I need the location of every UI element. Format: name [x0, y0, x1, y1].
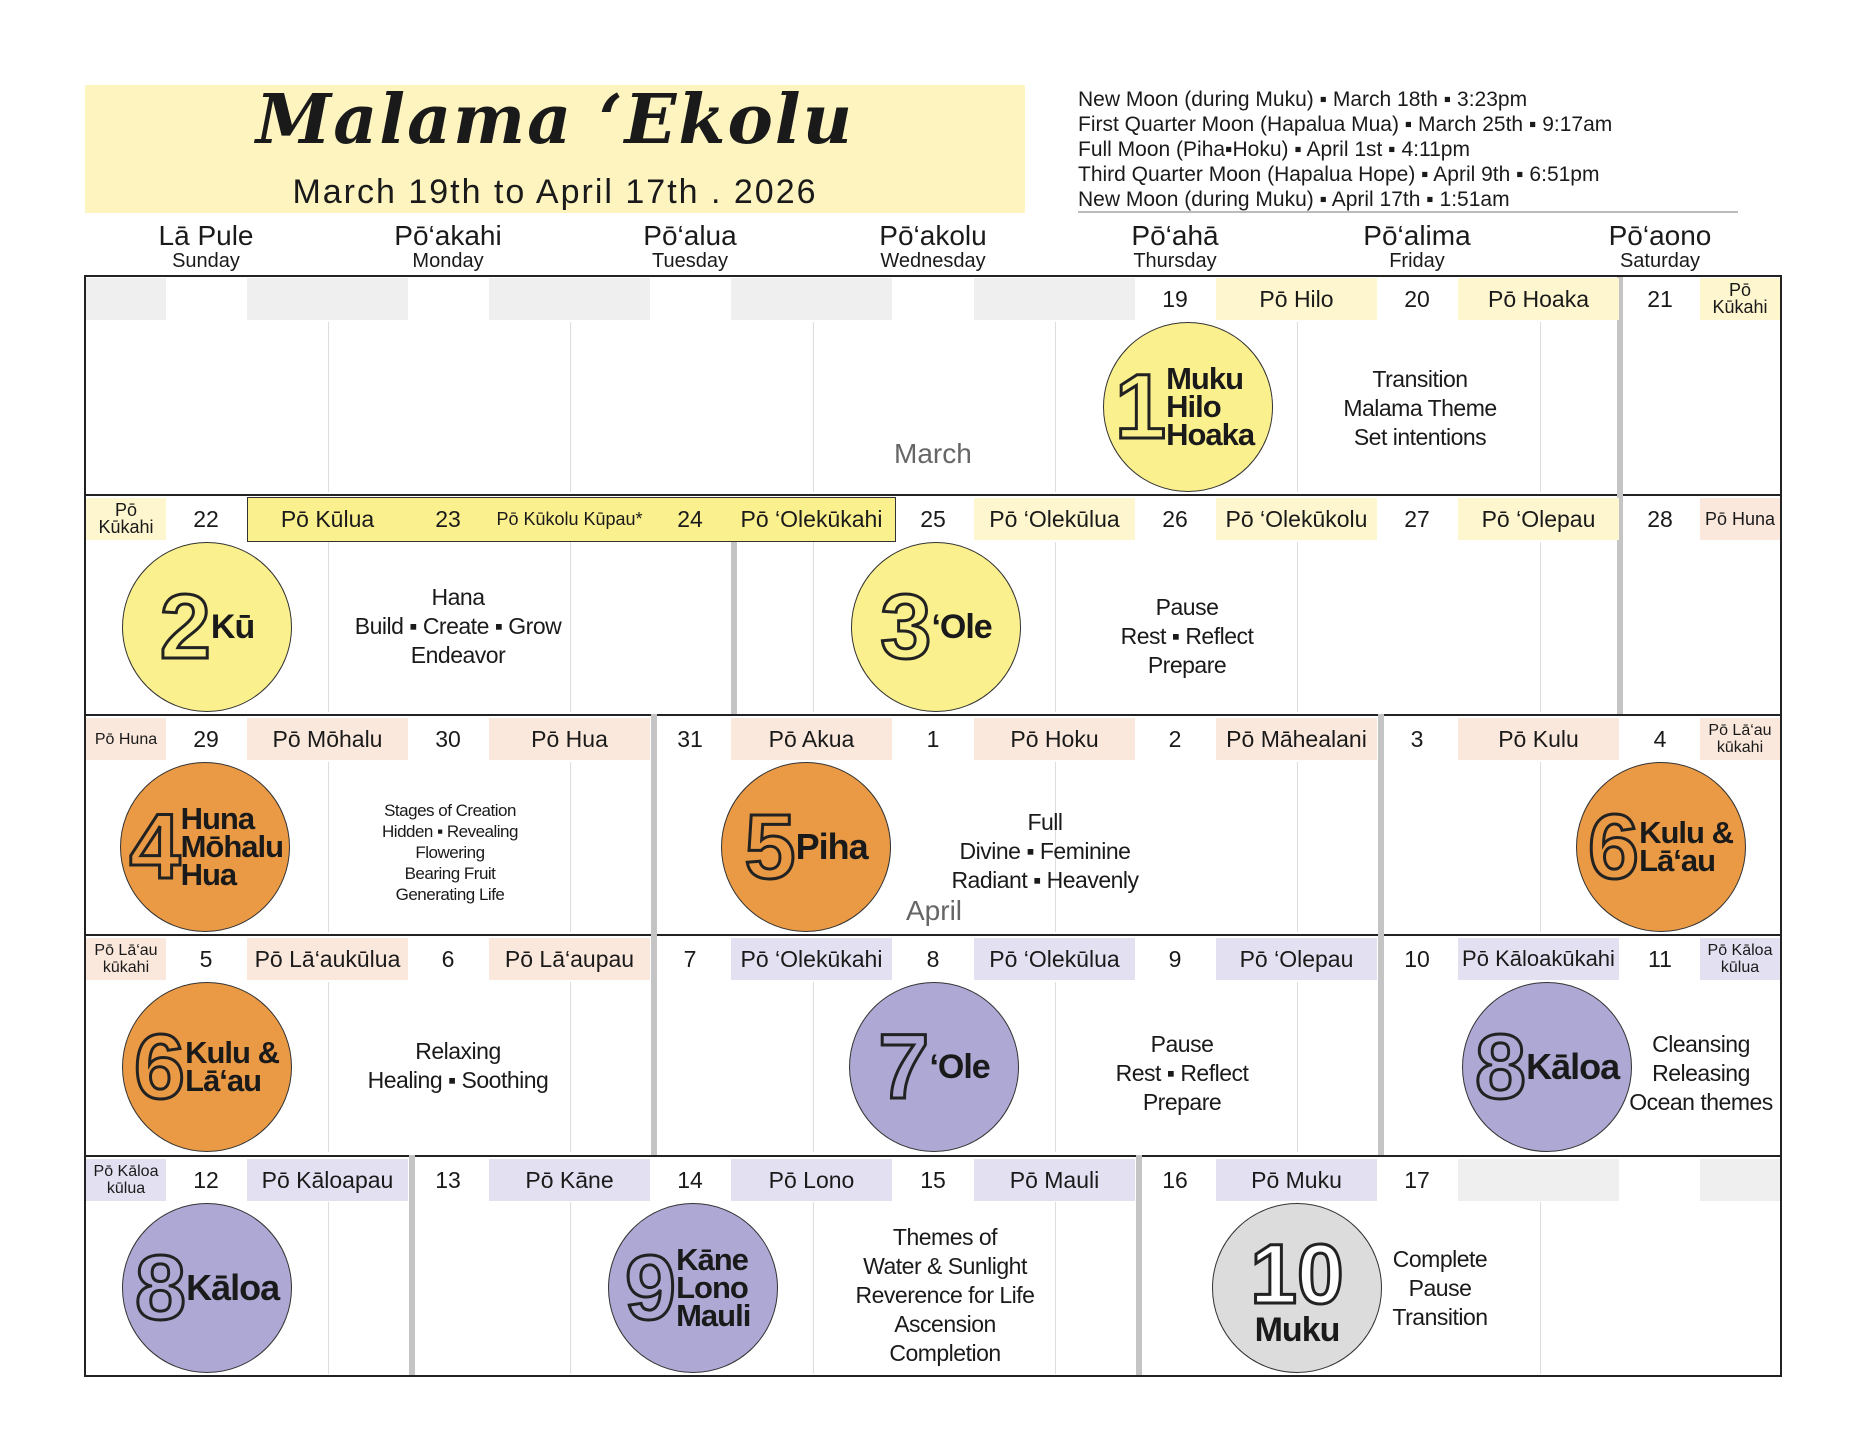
- weekday-wednesday: [813, 221, 1053, 271]
- anahulu-name: Piha: [795, 826, 868, 867]
- day-number: 3: [1410, 726, 1424, 752]
- empty-cell: [1700, 1159, 1780, 1201]
- night-label: Pō Kāloakūkahi: [1458, 938, 1619, 980]
- theme-line: Transition: [1392, 1304, 1488, 1330]
- anahulu-circle-8-cont: [122, 1203, 292, 1373]
- anahulu-circle-9: [608, 1203, 778, 1373]
- day-number: 7: [683, 946, 697, 972]
- week-divider: [84, 494, 1782, 496]
- anahulu-number: 10: [1250, 1227, 1344, 1321]
- weekday-friday: [1297, 221, 1537, 271]
- anahulu-circle-7: [849, 982, 1019, 1152]
- theme-line: Stages of Creation: [384, 801, 516, 820]
- empty-cell: [247, 278, 408, 320]
- anahulu-number: 7: [878, 1016, 930, 1118]
- weekday-saturday: [1540, 221, 1780, 271]
- night-label: Pō ‘Olepau: [1216, 938, 1377, 980]
- day-number: 28: [1647, 506, 1673, 532]
- weekday-monday: [328, 221, 568, 271]
- night-label: Pō Kūkahi: [1700, 278, 1780, 320]
- night-label: Pō Lā‘aukūlua: [247, 938, 408, 980]
- day-number: 24: [677, 506, 703, 532]
- anahulu-number: 6: [133, 1016, 186, 1118]
- theme-line: Set intentions: [1353, 424, 1487, 450]
- day-number: 25: [920, 506, 946, 532]
- grid-line: [813, 1202, 814, 1374]
- anahulu-number: 6: [1587, 796, 1640, 898]
- anahulu-separator: [731, 542, 737, 714]
- weekday-haw: Pō‘akolu: [879, 220, 987, 251]
- grid-line: [1055, 322, 1056, 492]
- night-label: Pō Māhealani: [1216, 718, 1377, 760]
- anahulu-number: 9: [624, 1237, 677, 1339]
- week-divider: [84, 714, 1782, 716]
- weekday-haw: Lā Pule: [158, 220, 254, 251]
- theme-line: Transition: [1372, 366, 1468, 392]
- anahulu-number: 2: [159, 576, 211, 678]
- theme-line: Ocean themes: [1629, 1089, 1773, 1115]
- weekday-thursday: [1055, 221, 1295, 271]
- night-label: Pō ‘Olekūkolu: [1216, 498, 1377, 540]
- anahulu-theme: [330, 800, 570, 905]
- theme-line: Ascension: [894, 1311, 996, 1337]
- theme-line: Bearing Fruit: [404, 864, 496, 883]
- anahulu-name: Kāloa: [1526, 1046, 1620, 1087]
- weekday-en: Monday: [412, 250, 484, 272]
- grid-line: [328, 762, 329, 932]
- day-number: 15: [920, 1167, 946, 1193]
- day-number: 19: [1162, 286, 1188, 312]
- theme-line: Endeavor: [410, 642, 506, 668]
- anahulu-name: ‘Ole: [931, 608, 992, 646]
- night-label: Pō Lā‘au kūkahi: [1700, 718, 1780, 760]
- anahulu-number: 1: [1114, 356, 1167, 458]
- anahulu-number: 8: [1474, 1016, 1527, 1118]
- theme-line: Pause: [1150, 1031, 1214, 1057]
- theme-line: Full: [1027, 809, 1063, 835]
- theme-line: Generating Life: [395, 885, 505, 904]
- anahulu-circle-2: [122, 542, 292, 712]
- anahulu-theme: [1067, 593, 1307, 680]
- anahulu-theme: [1370, 1245, 1510, 1332]
- grid-line: [813, 322, 814, 492]
- theme-line: Hidden ▪ Revealing: [382, 822, 518, 841]
- moon-phase-3: Full Moon (Piha▪Hoku) ▪ April 1st ▪ 4:11pm: [1078, 138, 1470, 161]
- night-label: Pō Lono: [731, 1159, 892, 1201]
- day-number: 10: [1404, 946, 1430, 972]
- night-label: Pō Kāloa kūlua: [1700, 938, 1780, 980]
- moon-phase-4: Third Quarter Moon (Hapalua Hope) ▪ April 9th ▪ 6:51pm: [1078, 163, 1600, 186]
- night-label: Pō Kāloapau: [247, 1159, 408, 1201]
- month-label-april: April: [906, 895, 963, 926]
- weekday-tuesday: [570, 221, 810, 271]
- theme-line: Pause: [1408, 1275, 1472, 1301]
- day-number: 29: [193, 726, 219, 752]
- grid-line: [570, 1202, 571, 1374]
- anahulu-name: Muku: [1254, 1311, 1340, 1349]
- grid-line: [1297, 762, 1298, 932]
- weekday-en: Thursday: [1133, 250, 1217, 272]
- day-number: 26: [1162, 506, 1188, 532]
- theme-line: Rest ▪ Reflect: [1120, 623, 1254, 649]
- weekday-haw: Pō‘alua: [643, 220, 737, 251]
- theme-line: Healing ▪ Soothing: [367, 1067, 549, 1093]
- anahulu-name: Kulu & Lā‘au: [1639, 815, 1733, 878]
- empty-cell: [974, 278, 1135, 320]
- weekday-en: Saturday: [1619, 250, 1701, 272]
- anahulu-theme: [338, 583, 578, 670]
- weekday-haw: Pō‘aono: [1608, 220, 1712, 251]
- grid-line: [1055, 982, 1056, 1152]
- theme-line: Pause: [1155, 594, 1219, 620]
- night-label: Pō Mōhalu: [247, 718, 408, 760]
- theme-line: Complete: [1392, 1246, 1488, 1272]
- theme-line: Releasing: [1652, 1060, 1750, 1086]
- day-number: 11: [1648, 946, 1672, 972]
- night-label: Pō Kūlua: [280, 505, 375, 532]
- month-label-march: March: [894, 438, 972, 469]
- anahulu-name: Huna Mōhalu Hua: [180, 801, 284, 892]
- anahulu-separator: [1617, 277, 1623, 714]
- empty-cell: [86, 278, 166, 320]
- night-label: Pō Hoku: [974, 718, 1135, 760]
- night-label: Pō ‘Olekūkahi: [740, 505, 883, 532]
- night-label: Pō Hilo: [1216, 278, 1377, 320]
- theme-line: Relaxing: [415, 1038, 501, 1064]
- theme-line: Flowering: [415, 843, 485, 862]
- empty-cell: [1458, 1159, 1619, 1201]
- moon-phase-2: First Quarter Moon (Hapalua Mua) ▪ March 25th ▪ 9:17am: [1078, 113, 1613, 136]
- anahulu-name: Kulu & Lā‘au: [185, 1035, 279, 1098]
- anahulu-theme: [925, 808, 1165, 895]
- night-label: Pō Kulu: [1458, 718, 1619, 760]
- weekday-en: Friday: [1389, 250, 1445, 272]
- night-label: Pō Hoaka: [1458, 278, 1619, 320]
- theme-line: Radiant ▪ Heavenly: [951, 867, 1139, 893]
- night-label: Pō Kūkolu Kūpau*: [496, 508, 643, 529]
- anahulu-circle-6-cont: [122, 982, 292, 1152]
- anahulu-separator: [651, 714, 657, 1155]
- theme-line: Reverence for Life: [855, 1282, 1035, 1308]
- theme-line: Rest ▪ Reflect: [1115, 1060, 1249, 1086]
- week-divider: [84, 934, 1782, 936]
- weekday-sunday: [86, 221, 326, 271]
- weekday-en: Sunday: [172, 250, 240, 272]
- page-subtitle: March 19th to April 17th . 2026: [292, 173, 818, 211]
- night-label: Pō Kāloa kūlua: [86, 1159, 166, 1201]
- day-number: 1: [926, 726, 940, 752]
- theme-line: Build ▪ Create ▪ Grow: [354, 613, 562, 639]
- grid-line: [328, 982, 329, 1152]
- grid-line: [1297, 322, 1298, 492]
- anahulu-name: ‘Ole: [929, 1048, 990, 1086]
- grid-line: [1540, 1202, 1541, 1374]
- grid-line: [1540, 322, 1541, 492]
- empty-cell: [731, 278, 892, 320]
- day-number: 12: [193, 1167, 219, 1193]
- anahulu-theme: [338, 1037, 578, 1095]
- theme-line: Cleansing: [1652, 1031, 1750, 1057]
- day-number: 17: [1404, 1167, 1430, 1193]
- anahulu-circle-10: [1212, 1203, 1382, 1373]
- grid-line: [570, 322, 571, 492]
- anahulu-number: 5: [744, 796, 796, 898]
- day-number: 20: [1404, 286, 1430, 312]
- theme-line: Hana: [431, 584, 485, 610]
- day-number: 30: [435, 726, 461, 752]
- anahulu-name: Muku Hilo Hoaka: [1166, 361, 1255, 452]
- night-label: Pō ‘Olekūlua: [974, 498, 1135, 540]
- weekday-haw: Pō‘akahi: [394, 220, 502, 251]
- weekday-en: Tuesday: [652, 250, 728, 272]
- anahulu-circle-5: [721, 762, 891, 932]
- night-label: Pō Hua: [489, 718, 650, 760]
- theme-line: Themes of: [892, 1224, 998, 1250]
- grid-line: [328, 322, 329, 492]
- theme-line: Water & Sunlight: [863, 1253, 1027, 1279]
- night-label: Pō Kūkahi: [86, 498, 166, 540]
- grid-line: [1540, 542, 1541, 712]
- grid-line: [813, 982, 814, 1152]
- anahulu-circle-1: [1103, 322, 1273, 492]
- anahulu-number: 8: [134, 1237, 187, 1339]
- page-title: Malama ‘Ekolu: [255, 80, 855, 160]
- weekday-haw: Pō‘alima: [1363, 220, 1471, 251]
- anahulu-circle-3: [851, 542, 1021, 712]
- anahulu-number: 4: [129, 796, 181, 898]
- empty-cell: [489, 278, 650, 320]
- grid-line: [328, 542, 329, 712]
- anahulu-theme: [1300, 365, 1540, 452]
- day-number: 27: [1404, 506, 1430, 532]
- day-number: 31: [677, 726, 703, 752]
- anahulu-circle-6: [1576, 762, 1746, 932]
- night-label: Pō Huna: [1700, 498, 1780, 540]
- night-label: Pō Lā‘aupau: [489, 938, 650, 980]
- day-number: 22: [193, 506, 219, 532]
- day-number: 4: [1653, 726, 1667, 752]
- night-label: Pō Kāne: [489, 1159, 650, 1201]
- theme-line: Completion: [889, 1340, 1001, 1366]
- anahulu-name: Kāne Lono Mauli: [676, 1242, 751, 1333]
- night-label: Pō ‘Olekūlua: [974, 938, 1135, 980]
- day-number: 21: [1647, 286, 1673, 312]
- grid-line: [570, 762, 571, 932]
- grid-line: [328, 1202, 329, 1374]
- day-number: 14: [677, 1167, 703, 1193]
- theme-line: Prepare: [1142, 1089, 1222, 1115]
- night-label: Pō Muku: [1216, 1159, 1377, 1201]
- anahulu-theme: [1062, 1030, 1302, 1117]
- anahulu-number: 3: [880, 576, 932, 678]
- grid-line: [1055, 542, 1056, 712]
- night-label: Pō ‘Olekūkahi: [731, 938, 892, 980]
- divider: [1078, 211, 1738, 213]
- week-divider: [84, 1155, 1782, 1157]
- night-label: Pō Mauli: [974, 1159, 1135, 1201]
- night-label: Pō ‘Olepau: [1458, 498, 1619, 540]
- weekday-haw: Pō‘ahā: [1131, 220, 1219, 251]
- anahulu-circle-4: [120, 762, 290, 932]
- night-label: Pō Akua: [731, 718, 892, 760]
- anahulu-theme: [1620, 1030, 1782, 1117]
- moon-phase-1: New Moon (during Muku) ▪ March 18th ▪ 3:23pm: [1078, 88, 1528, 111]
- day-number: 16: [1162, 1167, 1188, 1193]
- day-number: 6: [441, 946, 455, 972]
- day-number: 5: [199, 946, 213, 972]
- anahulu-circle-8: [1462, 982, 1632, 1152]
- theme-line: Prepare: [1147, 652, 1227, 678]
- day-number: 9: [1168, 946, 1182, 972]
- day-number: 2: [1168, 726, 1182, 752]
- anahulu-name: Kū: [210, 608, 255, 646]
- grid-line: [1540, 762, 1541, 932]
- day-number: 13: [435, 1167, 461, 1193]
- weekday-en: Wednesday: [880, 250, 986, 272]
- anahulu-theme: [825, 1223, 1065, 1368]
- moon-phase-5: New Moon (during Muku) ▪ April 17th ▪ 1:51am: [1078, 188, 1510, 211]
- anahulu-separator: [1378, 714, 1384, 1155]
- night-label: Pō Huna: [86, 718, 166, 760]
- grid-line: [813, 542, 814, 712]
- day-number: 23: [435, 506, 461, 532]
- theme-line: Divine ▪ Feminine: [959, 838, 1131, 864]
- night-label: Pō Lā‘au kūkahi: [86, 938, 166, 980]
- day-number: 8: [926, 946, 940, 972]
- anahulu-name: Kāloa: [186, 1267, 280, 1308]
- theme-line: Malama Theme: [1343, 395, 1497, 421]
